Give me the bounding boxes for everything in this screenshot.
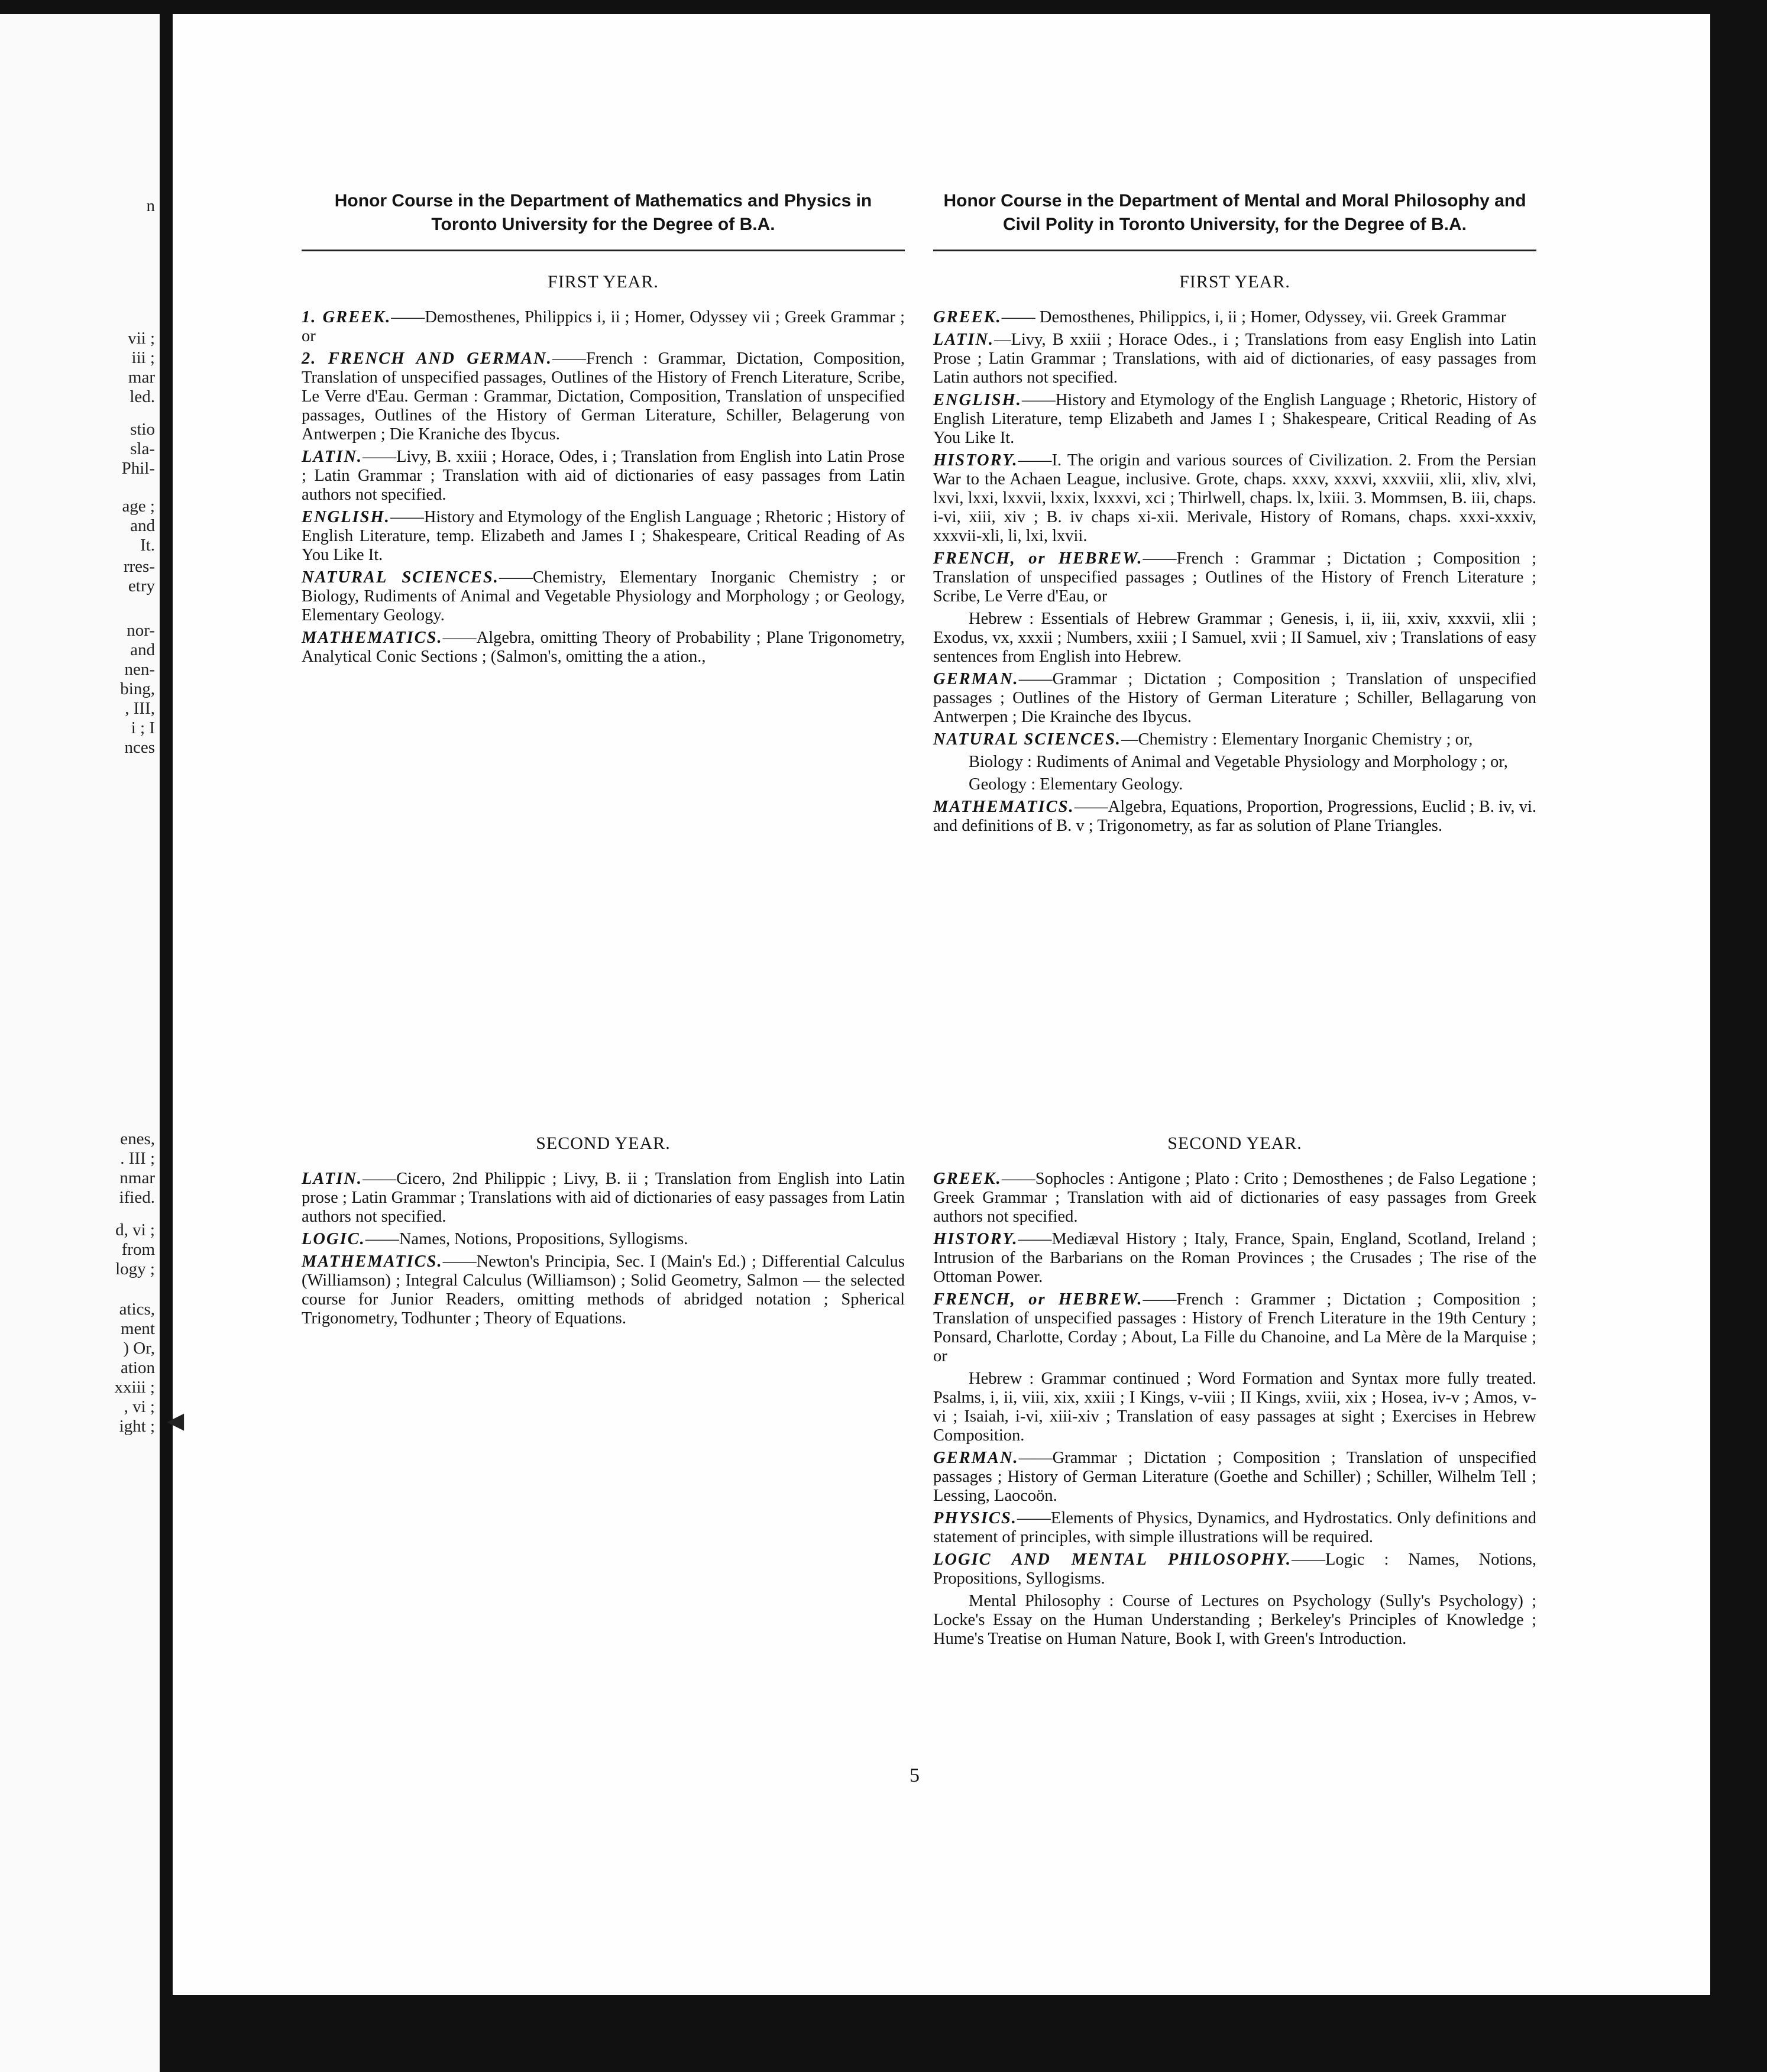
course-entry [302,1230,905,1249]
first-year-heading: FIRST YEAR. [548,272,659,292]
entry-text: ——History and Etymology of the English Language ; Rhetoric ; History of English Literature, temp. Elizabeth and James I ; Shakespeare, Critical Reading of As You Like It. [302,508,905,564]
entry-text: ——Mediæval History ; Italy, France, Spain, England, Scotland, Ireland ; Intrusion of the Barbarians on the Roman Provinces ; the Crusades ; The rise of the Ottoman Power. [933,1230,1536,1286]
subject-label: 2. FRENCH AND GERMAN. [302,349,552,368]
subject-label: LOGIC. [302,1230,365,1248]
course-entry [933,308,1536,327]
course-entry [933,1290,1536,1366]
fragment-line: vii ; [128,329,155,348]
course-entry [933,549,1536,606]
right-second-year-section [933,1134,1536,1652]
right-second-year-list [933,1170,1536,1649]
course-entry [933,670,1536,727]
subject-label: LOGIC AND MENTAL PHILOSOPHY. [933,1550,1292,1569]
entry-text: ——Cicero, 2nd Philippic ; Livy, B. ii ; Translation from English into Latin prose ; Latin Grammar ; Translations with aid of dictionaries of easy passages from Latin authors not specified. [302,1170,905,1226]
course-entry [302,1170,905,1226]
fragment-line: from [121,1240,155,1259]
entry-text: ——Grammar ; Dictation ; Composition ; Translation of unspecified passages ; Outlines of the History of German Literature ; Schiller, Bellagarung von Antwerpen ; Die Krainche des Ibycus. [933,670,1536,726]
fragment-line: ation [121,1358,155,1377]
fragment-line: nces [124,738,155,757]
course-entry [933,331,1536,387]
course-entry [933,1230,1536,1287]
course-entry [933,798,1536,836]
course-entry [933,1370,1536,1445]
fragment-line: d, vi ; [115,1220,155,1239]
left-second-year-list [302,1170,905,1328]
left-first-year-list [302,308,905,666]
entry-text: ——Elements of Physics, Dynamics, and Hydrostatics. Only definitions and statement of principles, with simple illustrations will be required. [933,1509,1536,1546]
course-entry [933,1550,1536,1588]
right-column-title: Honor Course in the Department of Mental and Moral Philosophy and Civil Polity in Toronto University, for the Degree of B.A. [943,191,1526,234]
fragment-line: sla- [130,439,155,458]
second-year-heading: SECOND YEAR. [1167,1134,1302,1153]
entry-text: Hebrew : Grammar continued ; Word Formation and Syntax more fully treated. Psalms, i, ii, viii, xix, xxiii ; I Kings, v-viii ; II Kings, xviii, xix ; Hosea, iv-v ; Amos, v-vi ; Isaiah, i-vi, xiii-xiv ; Translation of easy passages at sight ; Exercises in Hebrew Composition. [933,1370,1536,1445]
course-entry [302,349,905,444]
entry-text: ——Names, Notions, Propositions, Syllogisms. [365,1230,688,1248]
subject-label: NATURAL SCIENCES. [933,730,1122,749]
subject-label: GREEK. [933,308,1002,326]
entry-text: —Livy, B xxiii ; Horace Odes., i ; Translations from easy English into Latin Prose ; Latin Grammar ; Translations, with aid of dictionaries, of easy passages from Latin authors not specified. [933,331,1536,387]
fragment-line: bing, [120,679,155,698]
scan-border-top [0,0,1767,14]
course-entry [302,568,905,625]
fragment-line: n [146,196,155,215]
subject-label: HISTORY. [933,1230,1018,1248]
page-number: 5 [910,1765,920,1786]
fragment-line: nmar [119,1168,155,1187]
entry-text: ——French : Grammar ; Dictation ; Composition ; Translation of unspecified passages ; Outlines of the History of French Literature ; Scribe, Le Verre d'Eau, or [933,549,1537,606]
scan-border-bottom [160,1995,1767,2072]
subject-label: FRENCH, or HEBREW. [933,549,1143,568]
entry-text: ——I. The origin and various sources of Civilization. 2. From the Persian War to the Achaen League, inclusive. Grote, chaps. xxxv, xxxvi, xxxviii, xlii, xliv, xlvi, lxvi, lxxi, lxxvii, lxxix, lxxxvi, xci ; Thirlwell, chaps. lx, lxiii. 3. Mommsen, B. iii, chaps. i-vi, xiii, xiv ; B. iv chaps xi-xii. Merivale, History of Romans, chaps. xxxi-xxxiv, xxxvii-xli, li, lxi, lxvii. [933,451,1536,545]
fragment-line: led. [130,387,155,406]
course-entry [933,610,1536,666]
fragment-line: i ; I [131,718,155,737]
fragment-line: ment [121,1319,155,1338]
subject-label: 1. GREEK. [302,308,391,326]
fragment-line: nen- [124,660,155,679]
title-rule [933,250,1536,251]
left-column-title: Honor Course in the Department of Mathematics and Physics in Toronto University for the Degree of B.A. [334,191,872,234]
course-entry [933,391,1536,448]
course-entry [933,1449,1536,1506]
course-entry [302,629,905,666]
entry-text: ——Sophocles : Antigone ; Plato : Crito ; Demosthenes ; de Falso Legatione ; Greek Grammar ; Translation with aid of dictionaries of easy passages from Greek authors not specified. [933,1170,1536,1226]
fragment-line: ified. [119,1188,155,1207]
subject-label: PHYSICS. [933,1509,1017,1527]
course-entry [302,1252,905,1328]
entry-text: ——History and Etymology of the English Language ; Rhetoric, History of English Literature, temp Elizabeth and James I ; Shakespeare, Critical Reading of As You Like It. [933,391,1536,447]
subject-label: HISTORY. [933,451,1018,470]
fragment-line: ight ; [119,1417,155,1436]
fragment-line: and [130,516,155,535]
course-entry [933,451,1536,546]
fragment-line: mar [128,368,155,387]
fragment-line: iii ; [131,348,155,367]
entry-text: ——Algebra, Equations, Proportion, Progressions, Euclid ; B. iv, vi. and definitions of B. v ; Trigonometry, as far as solution of Plane Triangles. [933,798,1536,835]
subject-label: GERMAN. [933,1449,1019,1467]
subject-label: LATIN. [302,1170,363,1188]
right-column [933,189,1536,839]
course-entry [933,753,1536,772]
subject-label: FRENCH, or HEBREW. [933,1290,1143,1309]
course-entry [933,1509,1536,1547]
subject-label: ENGLISH. [933,391,1022,409]
subject-label: MATHEMATICS. [933,798,1075,816]
pointer-mark-icon: ◀ [167,1409,185,1433]
entry-text: ——Newton's Principia, Sec. I (Main's Ed.) ; Differential Calculus (Williamson) ; Integral Calculus (Williamson) ; Solid Geometry, Salmon — the selected course for Junior Readers, omitting methods of abridged notation ; Spherical Trigonometry, Todhunter ; Theory of Equations. [302,1252,905,1328]
left-column [302,189,905,670]
entry-text: Geology : Elementary Geology. [969,775,1183,794]
subject-label: LATIN. [302,448,363,466]
entry-text: ——Algebra, omitting Theory of Probability ; Plane Trigonometry, Analytical Conic Sections ; (Salmon's, omitting the a ation., [302,629,905,666]
fragment-line: stio [130,420,155,439]
entry-text: Hebrew : Essentials of Hebrew Grammar ; Genesis, i, ii, iii, xxiv, xxxvii, xlii ; Exodus, vx, xxxii ; Numbers, xxiii ; I Samuel, xvii ; II Samuel, xiv ; Translations of easy sentences from English into Hebrew. [933,610,1536,666]
right-first-year-list [933,308,1536,836]
fragment-line: It. [140,536,155,555]
scan-border-gutter [160,14,173,2072]
fragment-line: rres- [123,557,155,576]
fragment-line: , III, [125,699,155,718]
course-entry [933,730,1536,749]
adjacent-page-fragment [0,14,160,2072]
subject-label: LATIN. [933,331,995,349]
scan-border-right [1710,0,1767,2072]
fragment-line: logy ; [115,1260,155,1278]
fragment-line: and [130,640,155,659]
course-entry [933,1170,1536,1226]
entry-text: ——French : Grammar, Dictation, Composition, Translation of unspecified passages, Outlines of the History of French Literature, Scribe, Le Verre d'Eau. German : Grammar, Dictation, Composition, Translation of unspecified passages, Outlines of the History of German Literature, Schiller, Belagerung von Antwerpen ; Die Kraniche des Ibycus. [302,349,905,443]
entry-text: Mental Philosophy : Course of Lectures on Psychology (Sully's Psychology) ; Locke's Essay on the Human Understanding ; Berkeley's Principles of Knowledge ; Hume's Treatise on Human Nature, Book I, with Green's Introduction. [933,1592,1536,1648]
entry-text: ——Demosthenes, Philippics i, ii ; Homer, Odyssey vii ; Greek Grammar ; or [302,308,905,345]
fragment-line: Phil- [121,459,155,478]
first-year-heading: FIRST YEAR. [1179,272,1290,292]
entry-text: ——Grammar ; Dictation ; Composition ; Translation of unspecified passages ; History of German Literature (Goethe and Schiller) ; Schiller, Wilhelm Tell ; Lessing, Laocoön. [933,1449,1536,1505]
course-entry [302,308,905,346]
left-second-year-section [302,1134,905,1332]
fragment-line: , vi ; [124,1397,155,1416]
course-entry [302,448,905,504]
fragment-line: xxiii ; [114,1378,155,1397]
entry-text: ——Logic : Names, Notions, Propositions, Syllogisms. [933,1550,1536,1588]
fragment-line: atics, [119,1300,155,1319]
subject-label: MATHEMATICS. [302,629,443,647]
fragment-line: . III ; [120,1149,155,1168]
second-year-heading: SECOND YEAR. [536,1134,671,1153]
subject-label: GREEK. [933,1170,1002,1188]
entry-text: Biology : Rudiments of Animal and Vegetable Physiology and Morphology ; or, [969,753,1508,771]
course-entry [933,775,1536,794]
course-entry [302,508,905,565]
fragment-line: etry [128,577,155,595]
entry-text: —— Demosthenes, Philippics, i, ii ; Homer, Odyssey, vii. Greek Grammar [1001,308,1507,326]
fragment-line: age ; [122,497,155,516]
fragment-line: nor- [127,621,155,640]
subject-label: MATHEMATICS. [302,1252,443,1271]
entry-text: ——French : Grammer ; Dictation ; Composition ; Translation of unspecified passages : History of French Literature in the 19th Century ; Ponsard, Charlotte, Corday ; About, La Fille du Chanoine, and La Mère de la Marquise ; or [933,1290,1537,1365]
subject-label: ENGLISH. [302,508,390,526]
title-rule [302,250,905,251]
entry-text: ——Chemistry, Elementary Inorganic Chemistry ; or Biology, Rudiments of Animal and Vegetable Physiology and Morphology ; or Geology, Elementary Geology. [302,568,905,624]
fragment-line: enes, [120,1129,155,1148]
fragment-line: ) Or, [123,1339,155,1358]
entry-text: —Chemistry : Elementary Inorganic Chemistry ; or, [1121,730,1473,749]
subject-label: GERMAN. [933,670,1019,688]
course-entry [933,1592,1536,1649]
entry-text: ——Livy, B. xxiii ; Horace, Odes, i ; Translation from English into Latin Prose ; Latin Grammar ; Translation with aid of dictionaries of easy passages from Latin authors not specified. [302,448,905,504]
subject-label: NATURAL SCIENCES. [302,568,499,587]
